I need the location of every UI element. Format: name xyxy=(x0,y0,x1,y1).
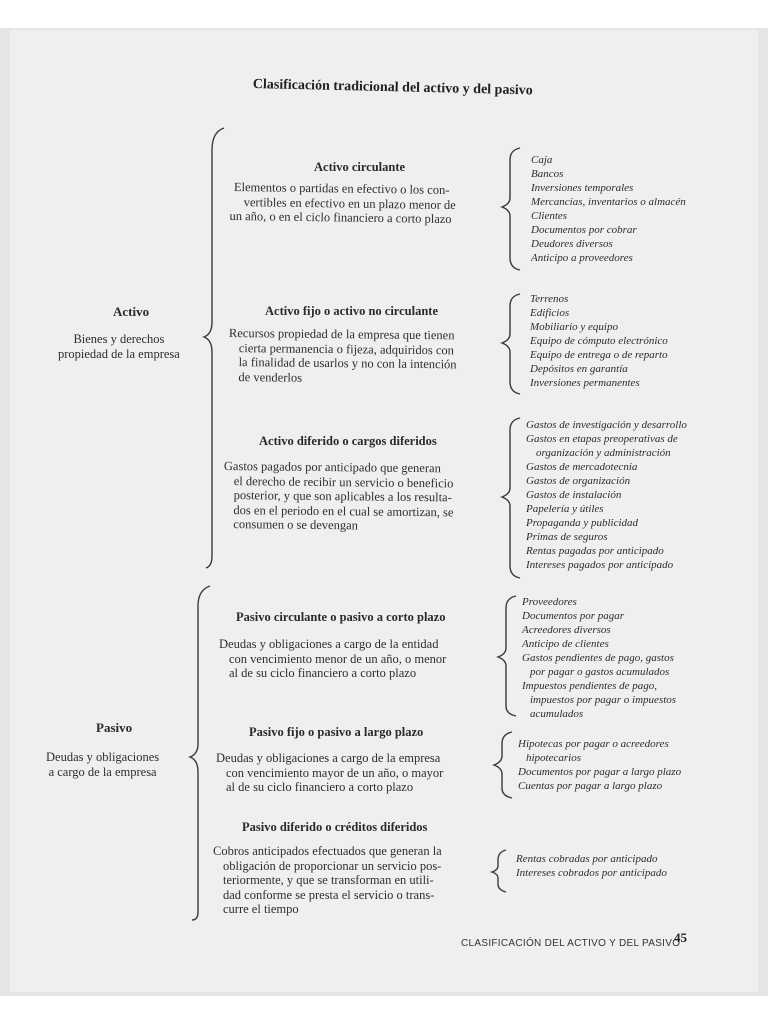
list-item: Rentas cobradas por anticipado xyxy=(516,853,658,865)
brace-activo-diferido xyxy=(502,418,520,578)
list-item: Hipotecas por pagar o acreedores xyxy=(518,738,669,750)
description-line: vertibles en efectivo en un plazo menor de xyxy=(243,194,456,212)
brace-pasivo-diferido xyxy=(492,850,506,892)
list-item: Intereses cobrados por anticipado xyxy=(516,867,667,879)
activo-definition-line: propiedad de la empresa xyxy=(58,347,180,361)
description-line: dos en el periodo en el cual se amortizan, se xyxy=(233,502,454,519)
description-line: consumen o se devengan xyxy=(233,517,359,533)
items-activo-fijo xyxy=(530,292,668,390)
description-line: Elementos o partidas en efectivo o los con- xyxy=(233,180,450,198)
list-item: Papelería y útiles xyxy=(526,503,604,515)
section-description-pasivo-circulante xyxy=(219,637,446,681)
list-item: Depósitos en garantía xyxy=(530,363,628,375)
list-item: Documentos por pagar xyxy=(522,610,625,622)
description-line: con vencimiento menor de un año, o menor xyxy=(229,651,447,666)
section-title-activo-diferido: Activo diferido o cargos diferidos xyxy=(259,434,437,448)
list-item: Primas de seguros xyxy=(526,531,608,543)
description-line: posterior, y que son aplicables a los resulta- xyxy=(233,488,452,505)
description-line: la finalidad de usarlos y no con la intención xyxy=(238,355,457,372)
brace-activo-circulante xyxy=(502,148,520,270)
description-line: Deudas y obligaciones a cargo de la entidad xyxy=(219,637,439,651)
section-title-activo-fijo: Activo fijo o activo no circulante xyxy=(265,304,438,318)
running-footer: CLASIFICACIÓN DEL ACTIVO Y DEL PASIVO xyxy=(461,938,681,949)
description-line: el derecho de recibir un servicio o beneficio xyxy=(233,473,454,490)
list-item: Acreedores diversos xyxy=(522,624,611,636)
brace-activo-fijo xyxy=(502,294,520,394)
items-activo-circulante xyxy=(531,153,686,265)
list-item: Equipo de cómputo electrónico xyxy=(530,335,668,347)
brace-pasivo-circulante xyxy=(498,596,516,716)
description-line: cierta permanencia o fijeza, adquiridos con xyxy=(238,340,455,357)
activo-definition xyxy=(58,332,180,362)
list-item: Gastos de investigación y desarrollo xyxy=(526,419,687,431)
list-item: Edificios xyxy=(530,307,570,319)
list-item: Documentos por pagar a largo plazo xyxy=(518,766,682,778)
description-line: Gastos pagados por anticipado que generan xyxy=(223,459,441,476)
list-item: Intereses pagados por anticipado xyxy=(526,559,674,571)
list-item: Equipo de entrega o de reparto xyxy=(530,349,668,361)
section-description-activo-circulante xyxy=(229,180,456,227)
description-line: un año, o en el ciclo financiero a corto plazo xyxy=(229,208,452,227)
section-title-pasivo-diferido: Pasivo diferido o créditos diferidos xyxy=(242,820,428,834)
description-line: Deudas y obligaciones a cargo de la empresa xyxy=(216,751,441,765)
pasivo-definition-line: a cargo de la empresa xyxy=(48,765,157,779)
page-title: Clasificación tradicional del activo y del pasivo xyxy=(252,77,533,99)
description-line: Recursos propiedad de la empresa que tienen xyxy=(228,326,455,343)
section-title-pasivo-fijo: Pasivo fijo o pasivo a largo plazo xyxy=(249,725,424,739)
list-item: Cuentas por pagar a largo plazo xyxy=(518,780,663,792)
description-line: al de su ciclo financiero a corto plazo xyxy=(229,666,417,680)
pasivo-main-brace xyxy=(190,586,210,920)
description-line: dad conforme se presta el servicio o trans- xyxy=(223,887,435,902)
page-number: 45 xyxy=(674,930,687,945)
section-title-pasivo-circulante: Pasivo circulante o pasivo a corto plazo xyxy=(236,610,446,624)
list-item: por pagar o gastos acumulados xyxy=(530,666,670,678)
activo-definition-line: Bienes y derechos xyxy=(73,332,165,346)
list-item: Inversiones permanentes xyxy=(530,377,640,389)
list-item: Anticipo de clientes xyxy=(522,638,609,650)
list-item: hipotecarios xyxy=(526,752,581,764)
section-description-activo-fijo xyxy=(228,326,457,386)
description-line: curre el tiempo xyxy=(223,902,299,916)
items-pasivo-fijo xyxy=(518,737,681,793)
list-item: Gastos de organización xyxy=(526,475,631,487)
items-activo-diferido xyxy=(526,418,687,572)
section-description-pasivo-fijo xyxy=(216,751,443,795)
description-line: al de su ciclo financiero a corto plazo xyxy=(226,780,414,794)
pasivo-definition-line: Deudas y obligaciones xyxy=(46,750,160,764)
list-item: Bancos xyxy=(531,168,564,180)
pasivo-label: Pasivo xyxy=(96,720,133,735)
list-item: Inversiones temporales xyxy=(531,182,634,194)
brace-pasivo-fijo xyxy=(494,732,512,798)
list-item: Gastos de instalación xyxy=(526,489,622,501)
list-item: Deudores diversos xyxy=(531,238,613,250)
activo-main-brace xyxy=(204,128,224,568)
description-line: de venderlos xyxy=(238,369,303,385)
list-item: Gastos pendientes de pago, gastos xyxy=(522,652,674,664)
list-item: Documentos por cobrar xyxy=(531,224,637,236)
pasivo-definition xyxy=(46,750,159,780)
list-item: acumulados xyxy=(530,708,584,720)
list-item: Caja xyxy=(531,154,553,166)
list-item: Proveedores xyxy=(522,596,577,608)
list-item: Mercancías, inventarios o almacén xyxy=(531,196,686,208)
list-item: Gastos de mercadotecnia xyxy=(526,461,638,473)
items-pasivo-diferido xyxy=(516,852,667,880)
section-title-activo-circulante: Activo circulante xyxy=(314,160,406,174)
list-item: Rentas pagadas por anticipado xyxy=(526,545,664,557)
section-description-activo-diferido xyxy=(223,459,454,534)
list-item: organización y administración xyxy=(536,447,671,459)
description-line: Cobros anticipados efectuados que generan la xyxy=(213,844,442,858)
description-line: obligación de proporcionar un servicio pos- xyxy=(223,858,442,873)
items-pasivo-circulante xyxy=(522,595,676,721)
section-description-pasivo-diferido xyxy=(213,844,442,917)
list-item: Clientes xyxy=(531,210,568,222)
list-item: Propaganda y publicidad xyxy=(526,517,639,529)
list-item: Gastos en etapas preoperativas de xyxy=(526,433,678,445)
list-item: impuestos por pagar o impuestos xyxy=(530,694,677,706)
description-line: con vencimiento mayor de un año, o mayor xyxy=(226,765,444,780)
activo-label: Activo xyxy=(113,304,150,319)
list-item: Mobiliario y equipo xyxy=(530,321,618,333)
list-item: Impuestos pendientes de pago, xyxy=(522,680,658,692)
list-item: Anticipo a proveedores xyxy=(531,252,633,264)
description-line: teriormente, y que se transforman en utili- xyxy=(223,873,434,887)
list-item: Terrenos xyxy=(530,293,569,305)
